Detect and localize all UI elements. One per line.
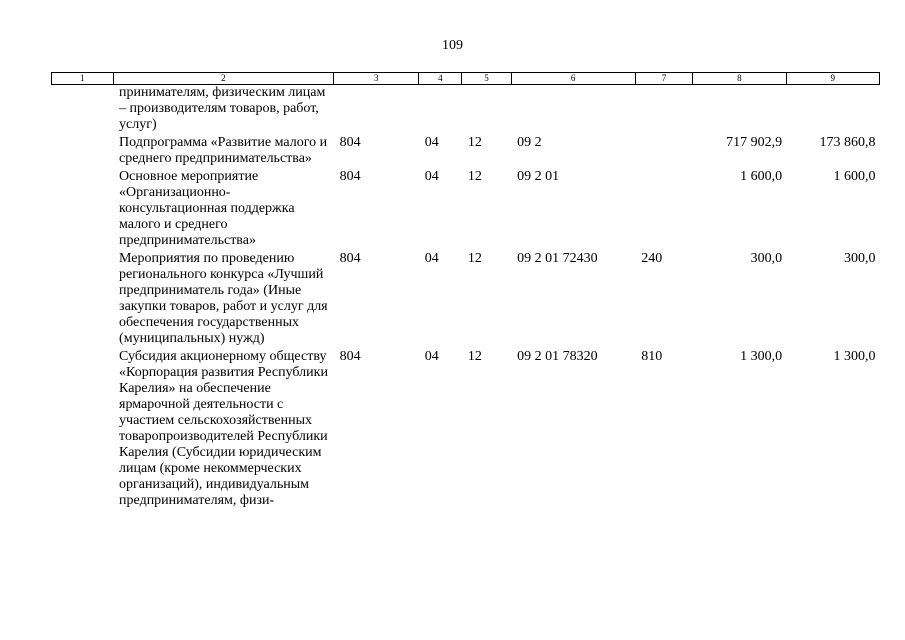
cell-target-article: 09 2	[517, 135, 542, 150]
cell-amount-2: 1 300,0	[833, 349, 876, 364]
cell-subsection: 12	[467, 251, 482, 266]
cell-amount-1	[693, 85, 786, 136]
cell-target-article: 09 2 01	[517, 169, 560, 184]
cell-section: 04	[424, 169, 439, 184]
row-name: Мероприятия по проведению регионального конкурса «Лучший предприниматель года» (Иные закупки товаров, работ и услуг для обеспечения государственных (муниципальных) нужд)	[119, 251, 328, 346]
cell-target-article: 09 2 01 72430	[517, 251, 598, 266]
table-row	[52, 349, 880, 511]
cell-section	[419, 85, 462, 136]
table-row	[52, 85, 880, 136]
column-header: 3	[334, 73, 419, 85]
row-name: Субсидия акционерному обществу «Корпорация развития Республики Карелия» на обеспечение ярмарочной деятельности с участием сельскохозяйственных товаропроизводителей Республики Карелия (Субсидии юридическим лицам (кроме некоммерческих организаций), индивидуальным предпринимателям, физи-	[119, 349, 328, 508]
cell-section: 04	[424, 251, 439, 266]
cell-section: 04	[424, 135, 439, 150]
budget-table	[51, 72, 880, 511]
row-name: принимателям, физическим лицам – производителям товаров, работ, услуг)	[119, 85, 326, 132]
cell-expense-type	[635, 135, 692, 169]
table-row	[52, 169, 880, 251]
cell-amount-2: 300,0	[844, 251, 876, 266]
cell-subsection: 12	[467, 349, 482, 364]
cell-ministry: 804	[339, 135, 361, 150]
cell-subsection	[462, 85, 511, 136]
cell-ministry	[334, 85, 419, 136]
cell-ministry: 804	[339, 169, 361, 184]
cell-amount-1: 1 300,0	[740, 349, 783, 364]
column-header: 6	[511, 73, 635, 85]
cell-amount-2	[786, 85, 879, 136]
cell-expense-type	[635, 85, 692, 136]
page-number: 109	[442, 38, 463, 53]
table-row	[52, 135, 880, 169]
header-row	[52, 73, 880, 85]
cell-amount-2: 173 860,8	[819, 135, 876, 150]
cell-target-article: 09 2 01 78320	[517, 349, 598, 364]
cell-section: 04	[424, 349, 439, 364]
column-header: 7	[635, 73, 692, 85]
column-header: 9	[786, 73, 879, 85]
cell-amount-1: 300,0	[750, 251, 783, 266]
cell-expense-type: 810	[641, 349, 663, 364]
cell-ministry: 804	[339, 349, 361, 364]
cell-target-article	[511, 85, 635, 136]
column-header: 4	[419, 73, 462, 85]
row-name: Основное мероприятие «Организационно-консультационная поддержка малого и среднего предпринимательства»	[119, 169, 295, 248]
cell-subsection: 12	[467, 169, 482, 184]
table-row	[52, 251, 880, 349]
column-header: 8	[693, 73, 786, 85]
cell-expense-type: 240	[641, 251, 663, 266]
row-name: Подпрограмма «Развитие малого и среднего предпринимательства»	[119, 135, 328, 166]
cell-ministry: 804	[339, 251, 361, 266]
cell-amount-1: 1 600,0	[740, 169, 783, 184]
column-header: 2	[113, 73, 334, 85]
cell-subsection: 12	[467, 135, 482, 150]
column-header: 5	[462, 73, 511, 85]
cell-amount-2: 1 600,0	[833, 169, 876, 184]
cell-amount-1: 717 902,9	[726, 135, 783, 150]
cell-expense-type	[635, 169, 692, 251]
column-header: 1	[52, 73, 114, 85]
